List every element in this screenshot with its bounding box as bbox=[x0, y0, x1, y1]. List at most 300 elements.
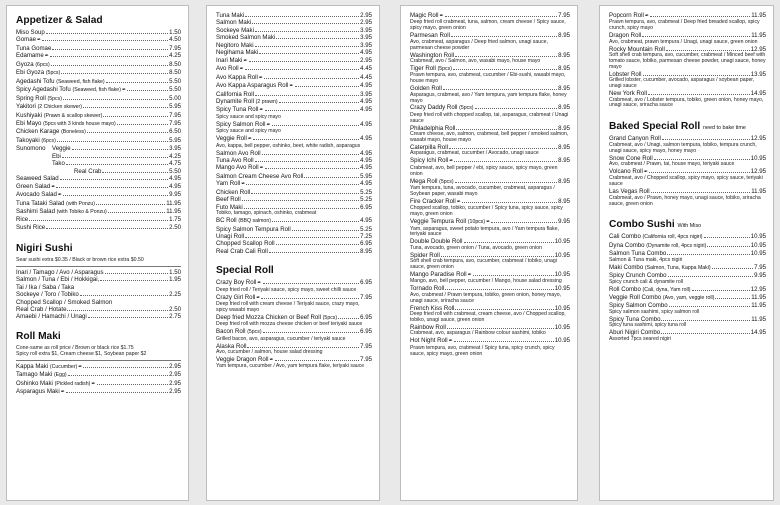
item-price: 3.95 bbox=[169, 145, 181, 153]
item-name-text: Bacon Roll bbox=[216, 328, 246, 336]
item-price: 9.95 bbox=[169, 191, 181, 199]
spicy-pepper-icon: ✒ bbox=[289, 83, 294, 90]
item-name-text: Veggie Roll bbox=[216, 135, 247, 143]
item-name-text: Cali Combo bbox=[609, 233, 641, 241]
menu-item bbox=[16, 306, 181, 313]
item-name-text: Chopped Scallop / Smoked Salmon bbox=[16, 298, 113, 306]
item-note: (5pcs with 3 kinds house mayo) bbox=[43, 120, 116, 127]
item-name bbox=[16, 299, 112, 306]
item-price: 4.45 bbox=[360, 73, 372, 81]
item-name-text: Negihama Maki bbox=[216, 49, 259, 57]
dot-leader bbox=[712, 265, 753, 269]
item-price: 5.50 bbox=[169, 77, 181, 85]
item-description: Asparagus, crabmeat, cucumber / Avocado, unagi sauce bbox=[410, 150, 539, 157]
dot-leader bbox=[263, 280, 360, 284]
item-price: 5.95 bbox=[169, 103, 181, 111]
menu-item bbox=[609, 188, 766, 207]
item-price: 3.95 bbox=[360, 26, 372, 34]
item-price: 4.75 bbox=[169, 160, 181, 168]
item-name bbox=[16, 95, 62, 103]
item-name bbox=[16, 78, 105, 86]
menu-item bbox=[410, 324, 570, 337]
menu-item bbox=[16, 95, 181, 103]
item-name-text: Edamame bbox=[16, 52, 44, 60]
item-price: 12.95 bbox=[750, 285, 766, 293]
menu-item bbox=[410, 252, 570, 271]
dot-leader bbox=[304, 174, 359, 178]
item-name-text: Spicy Ichi Roll bbox=[410, 157, 449, 165]
rollmaki-note-1: Cone-same as roll price / Brown or black rice $1.75 bbox=[16, 344, 134, 351]
item-price: 6.95 bbox=[360, 279, 372, 287]
dot-leader bbox=[454, 338, 554, 342]
item-name bbox=[216, 226, 291, 233]
dot-leader bbox=[255, 158, 360, 162]
item-name bbox=[16, 103, 82, 111]
item-description: Yam tempura, tuna, avocado, cucumber, crabmeat, asparagus / Soybean paper, wasabi mayo bbox=[410, 185, 555, 197]
item-description: Yam, asparagus, sweet potato tempura, avo / Yam tempura flake, teriyaki sauce bbox=[410, 225, 559, 238]
item-price: 11.95 bbox=[751, 315, 766, 323]
item-price: 6.95 bbox=[360, 203, 372, 211]
item-price: 12.95 bbox=[750, 135, 766, 143]
dot-leader bbox=[295, 83, 360, 87]
dot-leader bbox=[72, 146, 168, 150]
dot-leader bbox=[251, 190, 359, 194]
item-price: 1.95 bbox=[169, 276, 181, 284]
menu-item bbox=[74, 168, 181, 175]
item-price: 12.95 bbox=[750, 45, 766, 53]
item-name-text: Spider Roll bbox=[410, 251, 440, 259]
item-price: 2.25 bbox=[169, 291, 181, 299]
item-name-text: Caterpilla Roll bbox=[410, 143, 448, 151]
menu-item bbox=[410, 125, 570, 144]
item-price: 6.50 bbox=[169, 128, 181, 136]
item-description: Crabmeat, avo / Lobster tempura, tobiko, green onion, honey mayo, unagi sauce, sriracha sauce bbox=[609, 96, 764, 109]
item-name bbox=[16, 208, 107, 216]
dot-leader bbox=[68, 372, 168, 376]
item-price: 2.95 bbox=[169, 388, 181, 396]
item-description: Grilled bacon, avo, asparagus, cucumber / teriyaki sauce bbox=[216, 335, 346, 342]
item-name-text: Avo Kappa Roll bbox=[216, 73, 258, 81]
dot-leader bbox=[245, 66, 359, 70]
spicy-pepper-icon: ✒ bbox=[449, 158, 454, 165]
dot-leader bbox=[127, 87, 168, 91]
item-description: Deep fried roll / Teriyaki sauce, spicy mayo, sweet chilli sauce bbox=[216, 286, 357, 293]
item-price: 8.95 bbox=[558, 32, 570, 40]
dot-leader bbox=[262, 151, 360, 155]
item-name-text: Unagi Roll bbox=[216, 232, 245, 240]
item-name bbox=[16, 313, 87, 320]
sunomono-list bbox=[52, 145, 181, 167]
dot-leader bbox=[60, 176, 168, 180]
dot-leader bbox=[29, 217, 168, 221]
menu-item bbox=[216, 12, 372, 19]
dot-leader bbox=[46, 225, 168, 229]
item-description: Avo, cucumber / salmon, house salad dressing bbox=[216, 349, 323, 356]
menu-item bbox=[410, 144, 570, 157]
item-price: 8.95 bbox=[558, 177, 570, 185]
item-name bbox=[16, 128, 86, 136]
item-name bbox=[216, 49, 258, 56]
item-price: 4.25 bbox=[169, 52, 181, 60]
menu-item bbox=[16, 299, 181, 306]
item-name bbox=[52, 160, 65, 167]
item-note: (5pcs) bbox=[322, 314, 338, 321]
dot-leader bbox=[456, 126, 557, 130]
item-name-text: Double Double Roll bbox=[410, 238, 463, 246]
baked-list bbox=[609, 135, 766, 207]
item-name-text: Dyna Combo bbox=[609, 241, 645, 249]
menu-item bbox=[16, 191, 181, 199]
item-name-text: Dragon Roll bbox=[609, 32, 642, 40]
item-name bbox=[16, 45, 51, 52]
item-price: 8.95 bbox=[558, 64, 570, 72]
item-name-text: Chicken Roll bbox=[216, 188, 251, 196]
menu-item bbox=[410, 198, 570, 218]
item-name-text: Takoyaki bbox=[16, 136, 40, 144]
item-name-text: Yakitori bbox=[16, 103, 36, 111]
menu-item bbox=[216, 173, 372, 180]
dot-leader bbox=[692, 287, 750, 291]
item-description: Deep fried roll with mozza cheese chicken or beef teriyaki sauce bbox=[216, 321, 363, 328]
divider bbox=[16, 266, 181, 267]
item-name-text: Tornado Roll bbox=[410, 285, 445, 293]
dot-leader bbox=[455, 306, 553, 310]
item-price: 10.95 bbox=[750, 154, 766, 162]
combo-list bbox=[609, 233, 766, 342]
item-note: (10pcs) bbox=[467, 219, 486, 226]
item-note: (with Tobiko & Ponzu) bbox=[56, 208, 107, 215]
dot-leader bbox=[704, 234, 750, 238]
appetizer-list bbox=[16, 29, 181, 145]
item-description: Spicy salmon sashimi, spicy salmon roll bbox=[609, 308, 700, 315]
item-price: 7.95 bbox=[558, 12, 570, 19]
item-name bbox=[216, 34, 275, 41]
spicy-pepper-icon: ✒ bbox=[439, 13, 444, 19]
item-name-text: Mango Paradise Roll bbox=[410, 271, 467, 278]
dot-leader bbox=[66, 161, 168, 165]
salad-list bbox=[16, 175, 181, 231]
item-price: 8.50 bbox=[169, 60, 181, 68]
menu-item bbox=[410, 305, 570, 324]
item-price: 2.95 bbox=[169, 362, 181, 370]
item-name bbox=[216, 240, 275, 247]
dot-leader bbox=[52, 46, 168, 50]
item-description: Avo, crabmeat, asparagus / Deep fried salmon, unagi sauce, parmesan cheese powder bbox=[410, 38, 548, 51]
item-name-text: Salmon Cream Cheese Avo Roll bbox=[216, 172, 304, 180]
dot-leader bbox=[649, 169, 750, 173]
item-price: 9.95 bbox=[754, 272, 766, 280]
item-name-text: Avo Roll bbox=[216, 65, 239, 73]
item-name bbox=[16, 191, 62, 199]
item-price: 8.95 bbox=[558, 157, 570, 165]
item-note: (Seaweed, fish flake) bbox=[72, 87, 121, 94]
item-name bbox=[216, 248, 268, 255]
rollmaki-section bbox=[16, 331, 181, 397]
item-name-text: Chicken Karage bbox=[16, 128, 60, 136]
item-name bbox=[216, 173, 303, 180]
item-price: 5.95 bbox=[360, 172, 372, 180]
item-name-text: Tai / Ika / Saba / Taka bbox=[16, 283, 75, 291]
item-description: Crabmeat, avo / Salmon, avo, wasabi mayo, house mayo bbox=[410, 57, 541, 64]
item-name bbox=[216, 150, 261, 157]
item-price: 14.95 bbox=[750, 329, 766, 337]
item-name-text: Avo Kappa Asparagus Roll bbox=[216, 82, 289, 90]
dot-leader bbox=[272, 218, 359, 222]
dot-leader bbox=[491, 219, 557, 223]
item-description: Soft shell crab tempura, avo, cucumber, crabmeat / Minced beef with tomato sauce, tobiko, parmesan cheese powder, unagi sauce, honey mayo bbox=[609, 52, 766, 70]
item-description: Deep fried roll with chopped scallop, tai, asparagus, crabmeat / Unagi sauce bbox=[410, 111, 569, 124]
item-name-text: Beef Roll bbox=[216, 196, 241, 204]
item-price: 4.95 bbox=[360, 180, 372, 188]
item-note: (5pcs) bbox=[439, 178, 454, 185]
item-price: 4.50 bbox=[169, 36, 181, 44]
item-name-text: BC Roll bbox=[216, 217, 237, 225]
menu-item bbox=[609, 71, 766, 90]
item-name bbox=[16, 137, 56, 145]
item-name-text: Gomae bbox=[16, 36, 36, 44]
menu-item bbox=[609, 135, 766, 154]
spicy-pepper-icon: ✒ bbox=[486, 219, 491, 226]
item-name-text: Rice bbox=[16, 216, 29, 224]
item-name-text: Golden Roll bbox=[410, 85, 442, 93]
item-description: Prawn tempura, avo, crabmeat / Deep fried breaded scallop, spicy crunch, spicy mayo bbox=[609, 19, 760, 32]
item-name bbox=[16, 371, 67, 379]
dot-leader bbox=[667, 251, 750, 255]
menu-item bbox=[216, 180, 372, 188]
item-description: Spicy sauce and spicy mayo bbox=[216, 113, 281, 120]
item-name-text: Ebi Mayo bbox=[16, 119, 42, 127]
dot-leader bbox=[269, 249, 359, 253]
item-name-text: Lobster Roll bbox=[609, 70, 642, 78]
item-name-text: Agedashi Tofu bbox=[16, 77, 55, 85]
item-price: 4.95 bbox=[169, 175, 181, 183]
item-name bbox=[16, 216, 28, 223]
menu-item bbox=[410, 104, 570, 124]
item-price: 10.95 bbox=[554, 304, 570, 312]
item-price: 7.95 bbox=[169, 44, 181, 52]
item-price: 9.95 bbox=[558, 218, 570, 226]
item-price: 10.95 bbox=[554, 271, 570, 278]
item-price: 4.95 bbox=[360, 156, 372, 164]
dot-leader bbox=[42, 37, 168, 41]
item-name bbox=[16, 269, 104, 276]
dot-leader bbox=[445, 286, 554, 290]
menu-item bbox=[216, 74, 372, 82]
menu-item bbox=[16, 224, 181, 231]
menu-item bbox=[16, 137, 181, 145]
item-name bbox=[16, 86, 126, 94]
item-name-text: Crazy Daddy Roll bbox=[410, 104, 458, 112]
item-name-text: Veggie bbox=[52, 145, 71, 153]
menu-item bbox=[216, 27, 372, 34]
item-price: 5.95 bbox=[169, 136, 181, 144]
item-name bbox=[16, 306, 66, 313]
spicy-pepper-icon: ✒ bbox=[241, 181, 246, 188]
spicy-pepper-icon: ✒ bbox=[258, 74, 264, 81]
item-name-text: Tuna Maki bbox=[216, 12, 245, 19]
menu-item bbox=[16, 183, 181, 191]
item-price: 6.95 bbox=[360, 313, 372, 321]
menu-item bbox=[16, 61, 181, 69]
maki-list bbox=[216, 12, 372, 255]
item-name bbox=[16, 224, 45, 231]
item-description: Tuna, avocado, green onion / Tuna, avocado, green onion bbox=[410, 244, 542, 251]
menu-item bbox=[16, 291, 181, 298]
dot-leader bbox=[97, 381, 169, 385]
menu-item bbox=[216, 189, 372, 196]
item-name bbox=[16, 200, 95, 208]
item-price: 10.95 bbox=[554, 337, 570, 345]
item-name-text: Sushi Rice bbox=[16, 223, 46, 231]
menu-item bbox=[52, 145, 181, 152]
menu-item bbox=[216, 42, 372, 49]
dot-leader bbox=[247, 344, 359, 348]
dot-leader bbox=[51, 62, 168, 66]
menu-item bbox=[16, 120, 181, 128]
spicy-pepper-icon: ✒ bbox=[44, 53, 49, 60]
item-price: 5.50 bbox=[169, 167, 181, 175]
item-price: 4.45 bbox=[360, 65, 372, 73]
menu-item bbox=[16, 103, 181, 111]
item-name-text: Salmon Tuna Combo bbox=[609, 250, 667, 258]
menu-item bbox=[609, 12, 766, 32]
menu-item bbox=[16, 269, 181, 276]
item-price: 2.95 bbox=[169, 379, 181, 387]
dot-leader bbox=[245, 13, 359, 17]
menu-column-4 bbox=[599, 5, 774, 501]
item-price: 2.50 bbox=[169, 223, 181, 231]
dot-leader bbox=[67, 307, 168, 311]
item-name-text: Parmesan Roll bbox=[410, 32, 450, 40]
dot-leader bbox=[455, 179, 558, 183]
item-note: (Seaweed, fish flake) bbox=[56, 78, 105, 85]
item-description: Spicy crunch cali & dynamite roll bbox=[609, 278, 683, 285]
menu-item bbox=[16, 36, 181, 44]
dot-leader bbox=[263, 329, 360, 333]
menu-item bbox=[609, 90, 766, 109]
item-name-text: Spicy Salmon Tempura Roll bbox=[216, 225, 291, 233]
menu-item bbox=[410, 157, 570, 177]
item-price: 11.95 bbox=[751, 12, 766, 19]
dot-leader bbox=[100, 277, 168, 281]
item-name bbox=[216, 57, 248, 65]
item-price: 8.95 bbox=[558, 85, 570, 93]
nigiri-list bbox=[16, 269, 181, 321]
dot-leader bbox=[651, 189, 751, 193]
item-price: 11.95 bbox=[751, 302, 766, 310]
dot-leader bbox=[252, 20, 359, 24]
spicy-pepper-icon: ✒ bbox=[257, 280, 262, 287]
item-price: 2.95 bbox=[360, 19, 372, 27]
item-note: (2 prawn) bbox=[255, 98, 278, 105]
menu-item bbox=[16, 45, 181, 52]
item-name-text: Roll Combo bbox=[609, 285, 641, 293]
dot-leader bbox=[50, 53, 168, 57]
item-note: (Boneless) bbox=[61, 129, 86, 136]
dot-leader bbox=[117, 121, 168, 125]
item-name bbox=[609, 233, 703, 241]
dot-leader bbox=[80, 292, 168, 296]
dot-leader bbox=[242, 197, 359, 201]
item-price: 4.25 bbox=[169, 152, 181, 160]
item-name bbox=[216, 196, 241, 203]
item-name-text: Ebi Gyoza bbox=[16, 69, 45, 77]
item-name-text: Las Vegas Roll bbox=[609, 188, 650, 196]
item-name bbox=[216, 42, 254, 49]
menu-column-3 bbox=[400, 5, 578, 501]
item-name bbox=[16, 388, 65, 396]
menu-item bbox=[609, 272, 766, 285]
menu-item bbox=[216, 328, 372, 342]
item-description: Spicy tuna sashimi, spicy tuna roll bbox=[609, 322, 687, 329]
item-price: 6.95 bbox=[360, 240, 372, 248]
menu-item bbox=[216, 57, 372, 65]
sunomono-group bbox=[16, 145, 181, 167]
item-price: 11.95 bbox=[166, 207, 181, 215]
menu-item bbox=[216, 157, 372, 164]
dot-leader bbox=[63, 96, 168, 100]
item-name-text: Tiger Roll bbox=[410, 64, 436, 72]
item-name-text: Hot Night Roll bbox=[410, 337, 448, 345]
item-note: (Cali, dyna, Yam roll) bbox=[642, 286, 691, 293]
menu-item bbox=[16, 86, 181, 94]
item-price: 3.95 bbox=[360, 34, 372, 42]
item-note: (6pcs) bbox=[35, 61, 50, 68]
sunomono-label: Sunomono bbox=[16, 145, 46, 153]
combo-note: With Miso bbox=[677, 223, 702, 230]
dot-leader bbox=[715, 295, 750, 299]
menu-item bbox=[16, 313, 181, 320]
item-name-text: Veggie Roll Combo bbox=[609, 294, 662, 302]
item-name bbox=[16, 175, 59, 182]
item-name-text: Alaska Roll bbox=[216, 342, 247, 350]
item-name bbox=[216, 65, 244, 73]
item-price: 7.95 bbox=[169, 119, 181, 127]
menu-item bbox=[216, 204, 372, 217]
menu-item bbox=[410, 337, 570, 357]
dot-leader bbox=[661, 317, 750, 321]
item-price: 1.75 bbox=[169, 216, 181, 224]
item-name-text: Yam Roll bbox=[216, 180, 241, 188]
item-description: Soft shell crab tempura, avo, cucumber, crabmeat / tobiko, unagi sauce, green onion bbox=[410, 258, 557, 271]
item-name-text: Real Crab / Hotate bbox=[16, 306, 67, 313]
dot-leader bbox=[654, 156, 750, 160]
menu-item bbox=[216, 343, 372, 356]
item-name-text: French Kiss Roll bbox=[410, 304, 455, 312]
item-name bbox=[216, 157, 254, 164]
item-price: 2.75 bbox=[169, 313, 181, 321]
item-note: (Prawn & scallop skewer) bbox=[43, 112, 103, 119]
spicy-pepper-icon: ✒ bbox=[269, 357, 274, 364]
nigiri-title: Nigiri Sushi bbox=[16, 243, 73, 255]
baked-section bbox=[609, 121, 766, 207]
menu-item bbox=[609, 46, 766, 71]
dot-leader bbox=[275, 357, 359, 361]
item-name bbox=[216, 180, 245, 188]
item-note: (5pcs) bbox=[45, 70, 61, 77]
item-name-text: Volcano Roll bbox=[609, 167, 643, 175]
menu-item bbox=[609, 316, 766, 329]
item-price: 7.95 bbox=[169, 111, 181, 119]
menu-column-2 bbox=[206, 5, 380, 501]
item-name-text: Tuna Tataki Salad bbox=[16, 199, 65, 207]
dot-leader bbox=[451, 33, 557, 37]
menu-item bbox=[216, 164, 372, 172]
item-price: 8.95 bbox=[558, 197, 570, 205]
item-name-text: New York Roll bbox=[609, 90, 647, 98]
item-name bbox=[16, 183, 55, 191]
item-name bbox=[74, 168, 101, 175]
